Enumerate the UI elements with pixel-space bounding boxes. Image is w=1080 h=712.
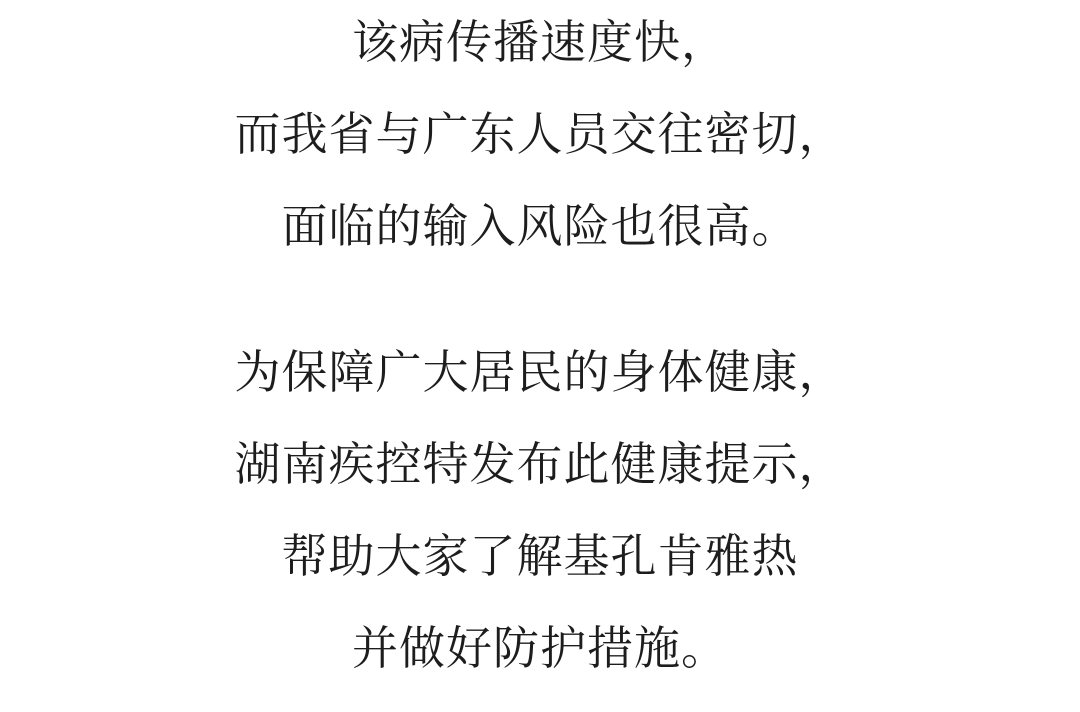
paragraph-risk-statement	[0, 0, 1080, 272]
text-line: 为保障广大居民的身体健康，	[234, 346, 846, 398]
text-line: 而我省与广东人员交往密切，	[234, 108, 846, 160]
text-line: 该病传播速度快，	[352, 16, 728, 68]
text-line: 并做好防护措施。	[352, 622, 728, 674]
text-line: 湖南疾控特发布此健康提示，	[234, 438, 846, 490]
paragraph-health-notice	[0, 326, 1080, 694]
text-line: 帮助大家了解基孔肯雅热	[281, 530, 799, 582]
text-line: 面临的输入风险也很高。	[281, 200, 799, 252]
